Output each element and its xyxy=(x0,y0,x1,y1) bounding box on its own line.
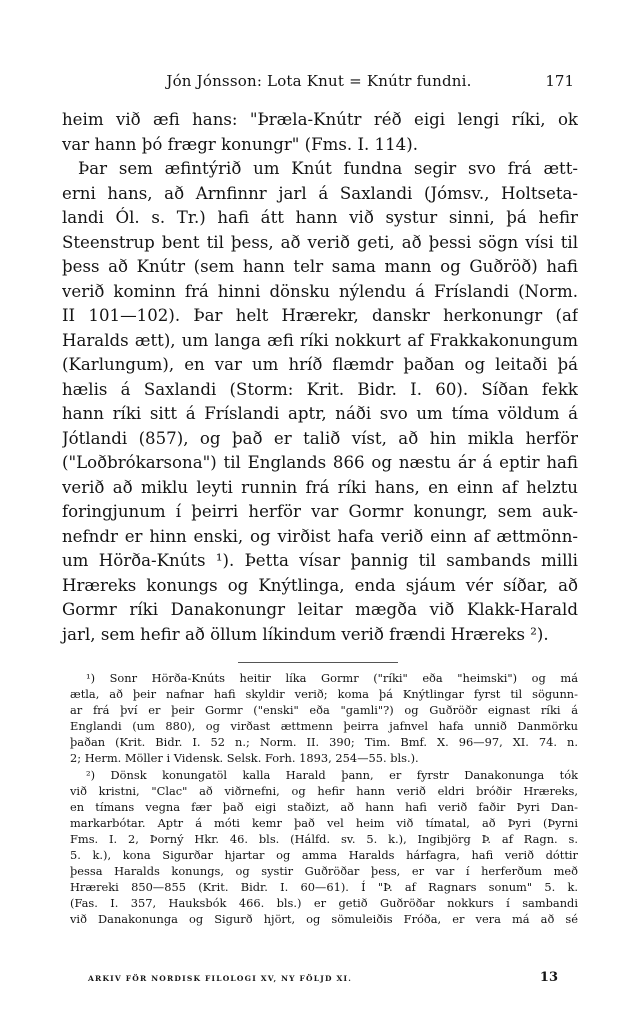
body-line: hælis á Saxlandi (Storm: Krit. Bidr. I. 60). Síðan fekk xyxy=(62,379,578,399)
footnote-line: Hræreki 850—855 (Krit. Bidr. I. 60—61). Í "Þ. af Ragnars sonum" 5. k. xyxy=(70,880,578,895)
body-line: (Karlungum), en var um hríð flæmdr þaðan og leitaði þá xyxy=(62,355,578,374)
body-line: nefndr er hinn enski, og virðist hafa verið einn af ættmönn- xyxy=(62,526,578,546)
footnote-rule xyxy=(238,662,398,663)
footnote-line: en tímans vegna fær það eigi staðizt, að hann hafi verið faðir Þyri Dan- xyxy=(70,799,578,814)
body-line: Gormr ríki Danakonungr leitar mægða við Klakk-Harald xyxy=(62,600,578,619)
running-header xyxy=(62,72,576,96)
body-line: Steenstrup bent til þess, að verið geti, að þessi sögn vísi til xyxy=(62,232,578,252)
body-line: Jótlandi (857), og það er talið víst, að hin mikla herför xyxy=(62,428,578,448)
sheet-number: 13 xyxy=(539,970,558,985)
body-line: Haralds ætt), um langa æfi ríki nokkurt af Frakkakonungum xyxy=(62,330,578,350)
body-line: Þar sem æfintýrið um Knút fundna segir svo frá ætt- xyxy=(78,159,578,178)
body-line: um Hörða-Knúts ¹). Þetta vísar þannig til sambands milli xyxy=(62,551,578,570)
footnote-line: þessa Haralds konungs, og systir Guðröðar þess, er var í herferðum með xyxy=(70,864,578,879)
body-line: jarl, sem hefir að öllum líkindum verið frændi Hræreks ²). xyxy=(62,624,549,644)
footnote-line: við kristni, "Clac" að viðrnefni, og hefir hann verið eldri bróðir Hræreks, xyxy=(70,783,578,798)
footnote-line: ²) Dönsk konungatöl kalla Harald þann, er fyrstr Danakonunga tók xyxy=(86,767,578,782)
footnote-line: 5. k.), kona Sigurðar hjartar og amma Haralds hárfagra, hafi verið dóttir xyxy=(70,848,578,863)
body-line: Hræreks konungs og Knýtlinga, enda sjáum vér síðar, að xyxy=(62,575,578,595)
page-number: 171 xyxy=(545,72,574,90)
body-line: landi Ól. s. Tr.) hafi átt hann við systur sinni, þá hefir xyxy=(62,208,578,227)
footnote-line: ar frá því er þeir Gormr ("enski" eða "gamli"?) og Guðröðr eignast ríki á xyxy=(70,703,578,718)
running-title: Jón Jónsson: Lota Knut = Knútr fundni. xyxy=(166,72,472,90)
footnote-line: (Fas. I. 357, Hauksbók 466. bls.) er getið Guðröðar nokkurs í sambandi xyxy=(70,896,578,911)
body-line: verið kominn frá hinni dönsku nýlendu á Fríslandi (Norm. xyxy=(62,281,578,301)
body-line: var hann þó frægr konungr" (Fms. I. 114). xyxy=(62,134,418,154)
footnotes xyxy=(70,670,578,928)
signature-line: ARKIV FÖR NORDISK FILOLOGI XV, NY FÖLJD XI. xyxy=(88,974,353,983)
body-line: II 101—102). Þar helt Hrærekr, danskr herkonungr (af xyxy=(62,306,578,325)
body-line: verið að miklu leyti runnin frá ríki hans, en einn af helztu xyxy=(62,477,578,497)
body-line: hann ríki sitt á Fríslandi aptr, náði svo um tíma völdum á xyxy=(62,404,578,423)
footnote-line: Englandi (um 880), og virðast ættmenn þeirra jafnvel hafa unnið Danmörku xyxy=(70,719,578,734)
footnote-line: markarbótar. Aptr á móti kemr það vel heim við tímatal, að Þyri (Þyrni xyxy=(70,815,578,830)
page-footer xyxy=(88,970,558,988)
footnote-line: 2; Herm. Möller i Vidensk. Selsk. Forh. 1893, 254—55. bls.). xyxy=(70,751,419,766)
footnote-line: Fms. I. 2, Þorný Hkr. 46. bls. (Hálfd. sv. 5. k.), Ingibjörg Þ. af Ragn. s. xyxy=(70,831,578,846)
body-line: foringjunum í þeirri herför var Gormr konungr, sem auk- xyxy=(62,502,578,521)
body-line: þess að Knútr (sem hann telr sama mann og Guðröð) hafi xyxy=(62,257,578,276)
footnote-line: ætla, að þeir nafnar hafi skyldir verið; koma þá Knýtlingar fyrst til sögunn- xyxy=(70,687,578,702)
footnote-line: þaðan (Krit. Bidr. I. 52 n.; Norm. II. 390; Tim. Bmf. X. 96—97, XI. 74. n. xyxy=(70,735,578,750)
body-text xyxy=(62,108,578,647)
footnote-line: við Danakonunga og Sigurð hjört, og sömuleiðis Fróða, er vera má að sé xyxy=(70,912,578,927)
body-line: erni hans, að Arnfinnr jarl á Saxlandi (Jómsv., Holtseta- xyxy=(62,183,578,203)
footnote-line: ¹) Sonr Hörða-Knúts heitir líka Gormr ("ríki" eða "heimski") og má xyxy=(86,671,578,685)
body-line: heim við æfi hans: "Þræla-Knútr réð eigi lengi ríki, ok xyxy=(62,110,578,129)
body-line: ("Loðbrókarsona") til Englands 866 og næstu ár á eptir hafi xyxy=(62,453,578,472)
